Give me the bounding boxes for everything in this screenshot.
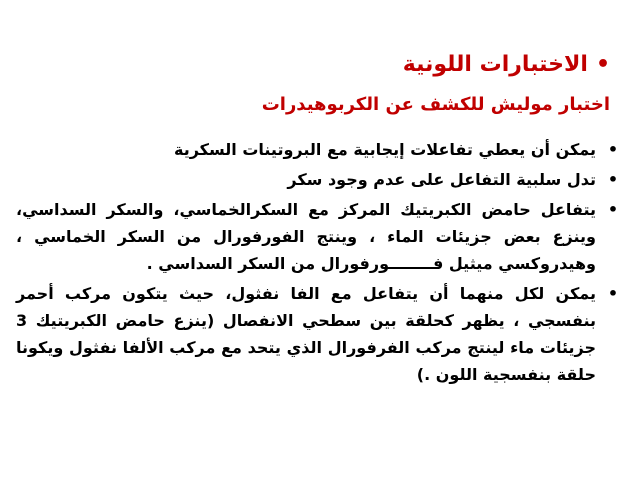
bullet-text: يمكن أن يعطي تفاعلات إيجابية مع البروتينات السكرية (174, 140, 596, 159)
slide-subtitle: اختبار موليش للكشف عن الكربوهيدرات (261, 94, 610, 115)
bullet-item (16, 280, 620, 388)
bullet-icon: • (607, 140, 619, 159)
bullet-item (16, 166, 620, 193)
bullet-text: يتفاعل حامض الكبريتيك المركز مع السكرالخماسي، والسكر السداسي، وينزع بعض جزيئات الماء ، وينتج الفورفورال من السكر الخماسي ، وهيدروكسي ميثيل فــــــــورفورال من السكر السداسي . (16, 200, 596, 273)
slide-title (403, 52, 610, 77)
bullet-text: تدل سلبية التفاعل على عدم وجود سكر (287, 170, 596, 189)
bullet-icon: • (607, 284, 619, 303)
bullet-icon: • (607, 170, 619, 189)
bullet-item (16, 196, 620, 277)
title-bullet-icon: • (595, 52, 610, 77)
title-text: الاختبارات اللونية (402, 52, 588, 77)
bullet-list (16, 136, 620, 388)
bullet-icon: • (607, 200, 619, 219)
bullet-text: يمكن لكل منهما أن يتفاعل مع الفا نفثول، حيث يتكون مركب أحمر بنفسجي ، يظهر كحلقة بين سطحي الانفصال (ينزع حامض الكبريتيك 3 جزيئات ماء لينتج مركب الفرفورال الذي يتحد مع مركب الألفا نفثول ويكونا حلقة بنفسجية اللون .) (16, 284, 596, 384)
bullet-item (16, 136, 620, 163)
